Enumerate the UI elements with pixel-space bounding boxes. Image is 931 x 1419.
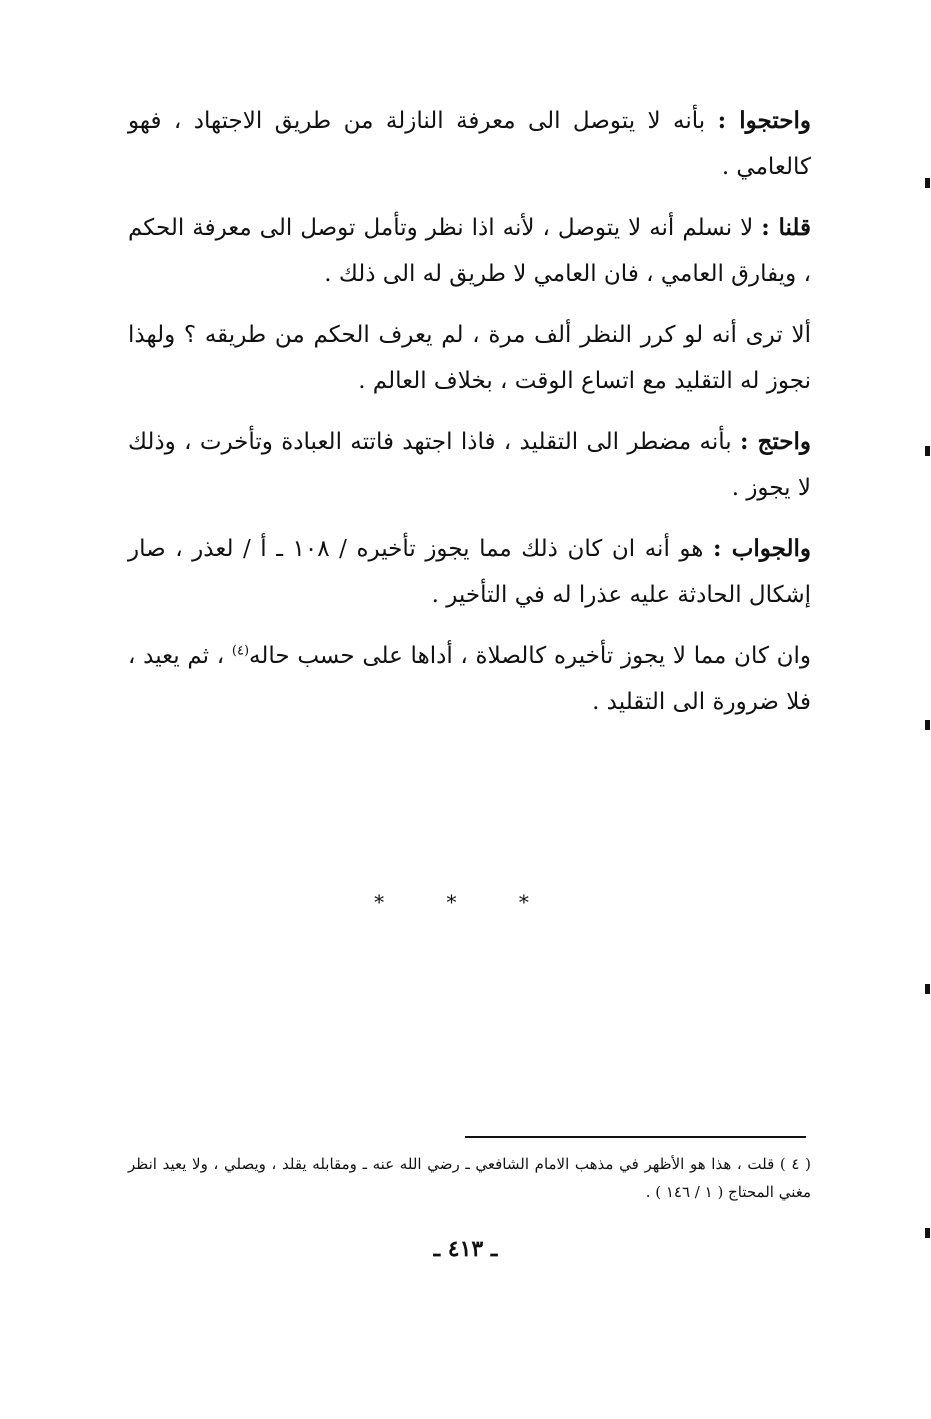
paragraph-text: لا نسلم أنه لا يتوصل ، لأنه اذا نظر وتأمل توصل الى معرفة الحكم ، ويفارق العامي ، فان العامي لا طريق له الى ذلك .	[128, 215, 811, 287]
paragraph-lead: واحتج :	[739, 428, 811, 455]
paragraph-text: وان كان مما لا يجوز تأخيره كالصلاة ، أداها على حسب حاله	[249, 643, 812, 669]
scan-edge-mark	[925, 1228, 930, 1238]
paragraph-text-continued: ، ثم يعيد ، فلا ضرورة الى التقليد .	[128, 643, 811, 715]
paragraph-text: بأنه مضطر الى التقليد ، فاذا اجتهد فاتته العبادة وتأخرت ، وذلك لا يجوز .	[128, 429, 811, 501]
main-text	[128, 98, 811, 740]
paragraph-1	[128, 98, 811, 190]
section-separator: * * *	[374, 890, 557, 914]
paragraph-text: ألا ترى أنه لو كرر النظر ألف مرة ، لم يعرف الحكم من طريقه ؟ ولهذا نجوز له التقليد مع اتساع الوقت ، بخلاف العالم .	[128, 322, 811, 394]
footnote-divider	[465, 1136, 806, 1138]
paragraph-2	[128, 205, 811, 297]
scan-edge-mark	[925, 984, 930, 994]
paragraph-text: هو أنه ان كان ذلك مما يجوز تأخيره / ١٠٨ ـ أ / لعذر ، صار إشكال الحادثة عليه عذرا له في التأخير .	[128, 536, 811, 608]
paragraph-6	[128, 633, 811, 725]
scan-edge-mark	[925, 178, 930, 188]
page-number: ـ ٤١٣ ـ	[433, 1236, 498, 1262]
paragraph-3	[128, 312, 811, 404]
paragraph-lead: قلنا :	[761, 214, 812, 241]
paragraph-lead: واحتجوا :	[717, 107, 811, 134]
scan-edge-mark	[925, 446, 930, 456]
footnote: ( ٤ ) قلت ، هذا هو الأظهر في مذهب الامام الشافعي ـ رضي الله عنه ـ ومقابله يقلد ، ويصلي ، ولا يعيد انظر مغني المحتاج ( ١ / ١٤٦ ) .	[128, 1155, 811, 1201]
paragraph-text: بأنه لا يتوصل الى معرفة النازلة من طريق الاجتهاد ، فهو كالعامي .	[128, 108, 811, 180]
paragraph-4	[128, 419, 811, 511]
scan-edge-mark	[925, 720, 930, 730]
paragraph-5	[128, 526, 811, 618]
footnote-reference[interactable]: (٤)	[231, 643, 250, 659]
paragraph-lead: والجواب :	[712, 535, 811, 562]
